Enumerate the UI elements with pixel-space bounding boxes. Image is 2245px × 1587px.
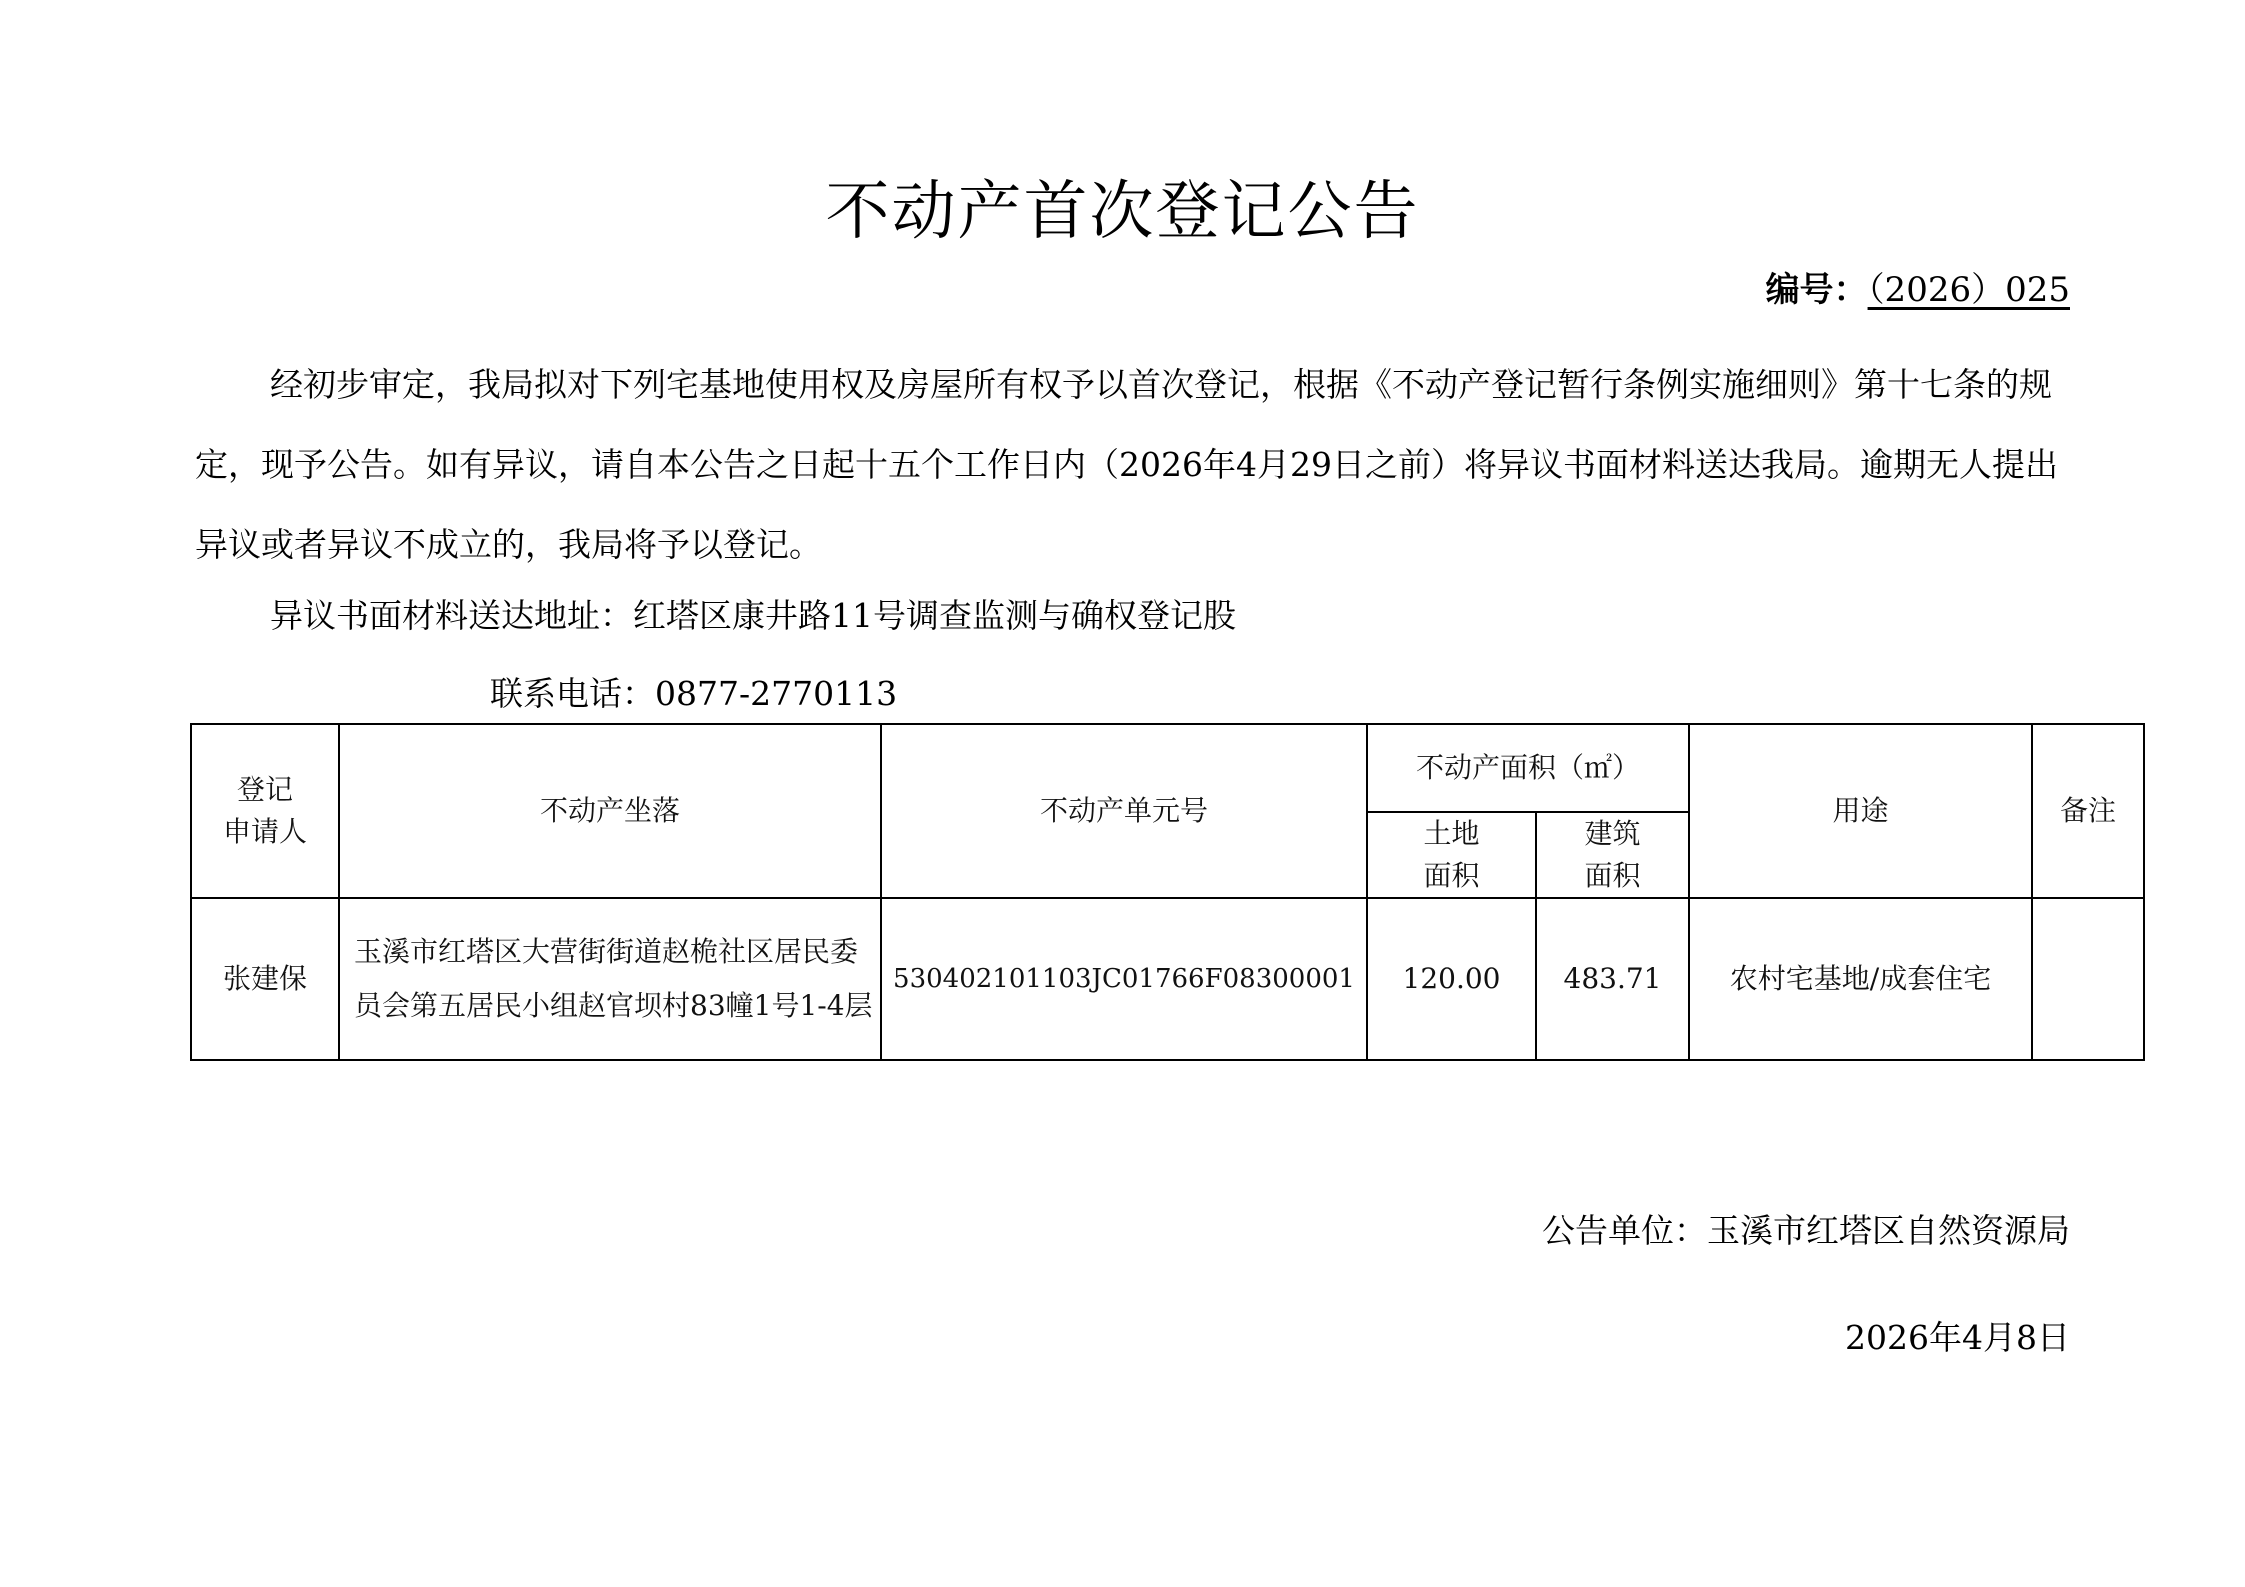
objection-address: 异议书面材料送达地址：红塔区康井路11号调查监测与确权登记股 (270, 596, 1236, 635)
notice-date: 2026年4月8日 (1845, 1318, 2070, 1357)
header-location: 不动产坐落 (339, 724, 881, 898)
page-title: 不动产首次登记公告 (825, 175, 1420, 249)
cell-unit-number: 530402101103JC01766F08300001 (881, 898, 1367, 1060)
header-applicant: 登记 申请人 (191, 724, 339, 898)
document-number (1766, 262, 2070, 311)
issuer: 公告单位：玉溪市红塔区自然资源局 (1542, 1211, 2070, 1250)
header-unit-number: 不动产单元号 (881, 724, 1367, 898)
header-land-area: 土地 面积 (1367, 812, 1536, 898)
cell-location: 玉溪市红塔区大营街街道赵桅社区居民委员会第五居民小组赵官坝村83幢1号1-4层 (339, 898, 881, 1060)
cell-land-area: 120.00 (1367, 898, 1536, 1060)
contact-phone: 联系电话：0877-2770113 (490, 674, 898, 713)
notice-paragraph (195, 345, 2073, 585)
notice-paragraph-text: 经初步审定，我局拟对下列宅基地使用权及房屋所有权予以首次登记，根据《不动产登记暂行条例实施细则》第十七条的规定，现予公告。如有异议，请自本公告之日起十五个工作日内（2026年4月29日之前）将异议书面材料送达我局。逾期无人提出异议或者异议不成立的，我局将予以登记。 (195, 365, 2058, 564)
cell-building-area: 483.71 (1536, 898, 1689, 1060)
cell-usage: 农村宅基地/成套住宅 (1689, 898, 2032, 1060)
table-row (191, 898, 2144, 1060)
registration-table (190, 723, 2145, 1061)
header-area-group: 不动产面积（㎡） (1367, 724, 1689, 812)
table-header-row (191, 724, 2144, 812)
header-usage: 用途 (1689, 724, 2032, 898)
document-number-label: 编号： (1765, 270, 1868, 310)
cell-applicant: 张建保 (191, 898, 339, 1060)
header-remark: 备注 (2032, 724, 2144, 898)
cell-remark (2032, 898, 2144, 1060)
header-building-area: 建筑 面积 (1536, 812, 1689, 898)
document-number-value: （2026）025 (1867, 270, 2070, 310)
